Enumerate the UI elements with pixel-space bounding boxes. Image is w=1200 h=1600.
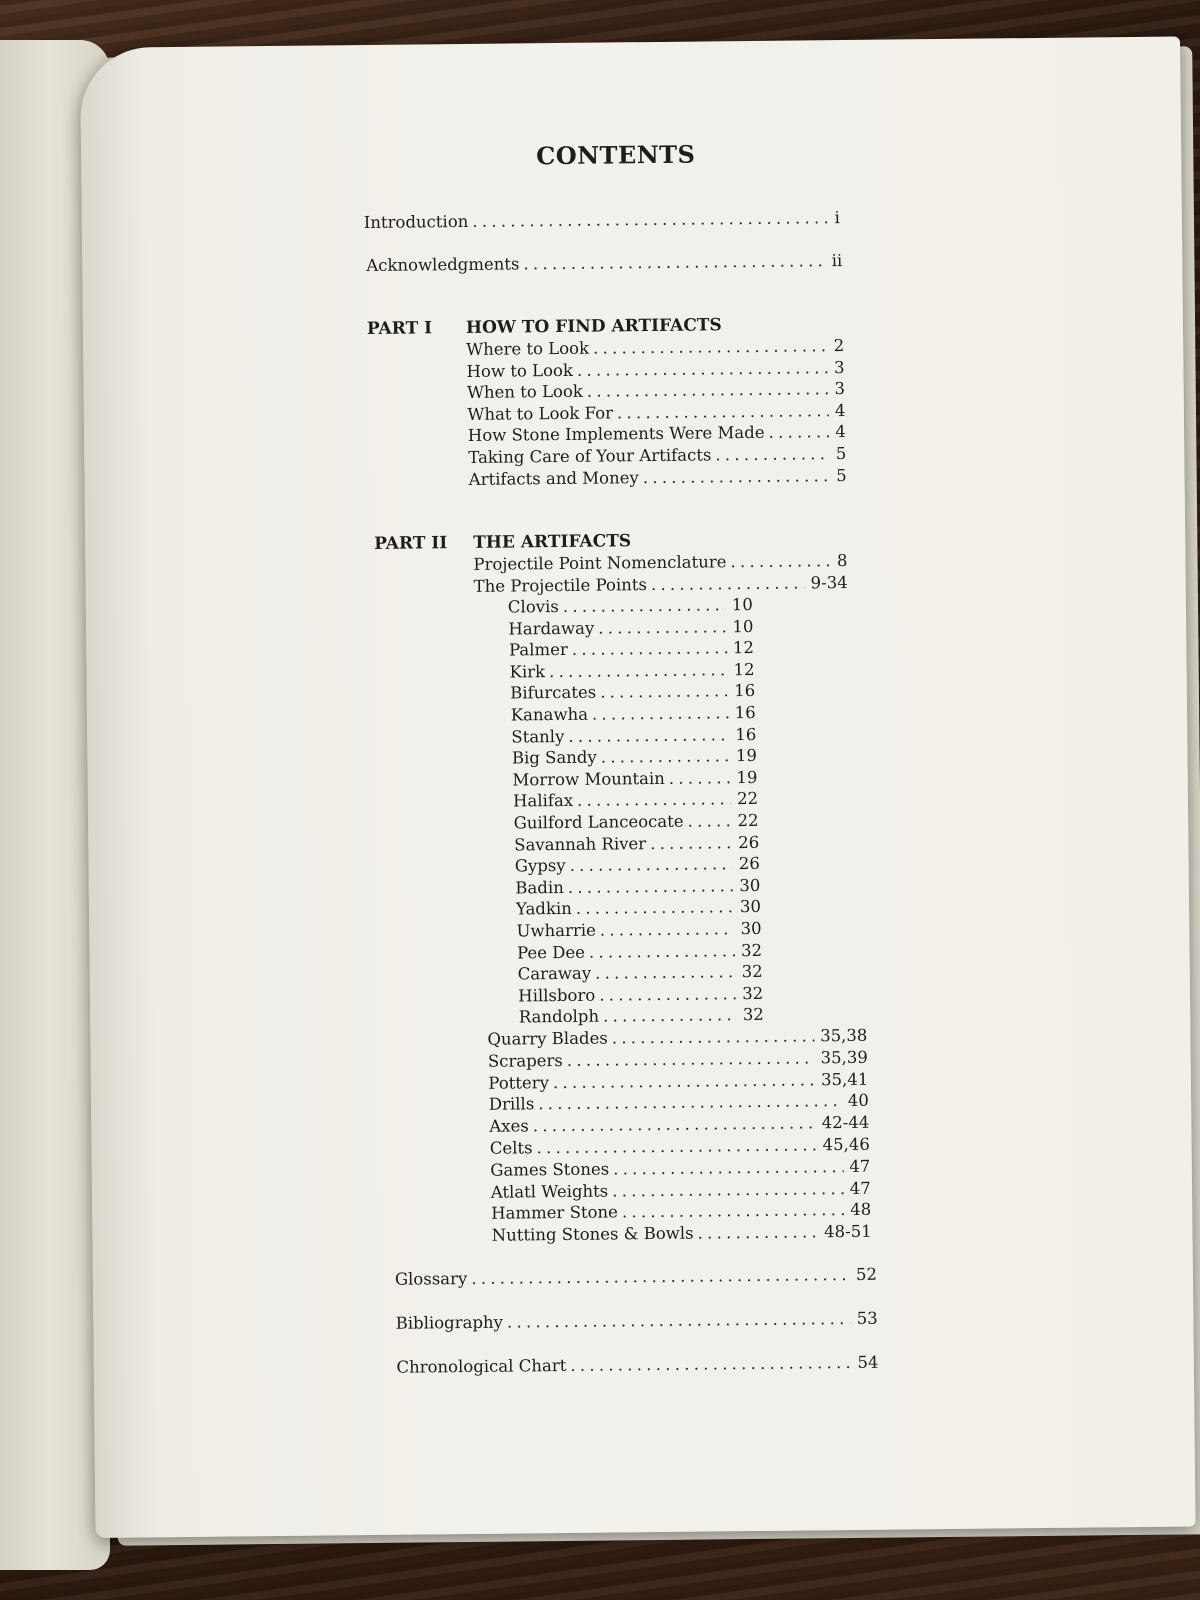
leader-dots [576, 898, 734, 919]
toc-entry-label: Savannah River [514, 833, 647, 855]
toc-entry-label: Celts [489, 1138, 533, 1158]
toc-entry [515, 854, 760, 876]
leader-dots [533, 1114, 816, 1136]
leader-dots [603, 1006, 737, 1026]
toc-entry-label: Taking Care of Your Artifacts [468, 445, 712, 467]
toc-entry-page: 5 [835, 443, 847, 464]
toc-entry-page: 42-44 [821, 1112, 870, 1133]
toc-entry [513, 789, 758, 811]
toc-entry-page: 32 [741, 962, 763, 982]
leader-dots [613, 1157, 843, 1178]
toc-entry [489, 1113, 869, 1136]
toc-entry-label: How Stone Implements Were Made [467, 423, 765, 446]
toc-entry-label: Morrow Mountain [512, 768, 665, 790]
toc-entry-page: i [834, 208, 840, 228]
toc-entry [490, 1135, 870, 1158]
toc-entry [474, 573, 848, 596]
toc-entry-label: Introduction [363, 211, 469, 233]
toc-entry-page: 48 [850, 1200, 872, 1220]
toc-entry [396, 1309, 878, 1333]
toc-entry-label: Projectile Point Nomenclature [473, 552, 727, 574]
toc-entry-page: 35,41 [820, 1069, 869, 1089]
toc-entry-page: 9-34 [810, 572, 848, 592]
leader-dots [600, 919, 735, 939]
toc-entry-label: Bibliography [395, 1312, 504, 1333]
leader-dots [523, 251, 825, 273]
toc-entry [395, 1265, 877, 1289]
toc-entry [467, 379, 845, 402]
leader-dots [471, 1265, 850, 1288]
toc-entry-page: 3 [833, 357, 845, 377]
leader-dots [593, 336, 828, 357]
toc-entry [489, 1091, 869, 1114]
leader-dots [599, 984, 736, 1004]
toc-entry-label: Hardaway [508, 618, 595, 639]
leader-dots [730, 551, 831, 571]
toc-entry [510, 681, 755, 703]
toc-entry-label: Nutting Stones & Bowls [491, 1223, 694, 1245]
leader-dots [587, 379, 829, 401]
toc-entry-page: 30 [739, 897, 762, 917]
toc-entry [508, 617, 753, 639]
leader-dots [570, 1353, 851, 1375]
toc-entry-label: Randolph [518, 1007, 600, 1027]
toc-entry [517, 941, 762, 963]
toc-entry-introduction [364, 208, 840, 232]
leader-dots [553, 1070, 815, 1092]
toc-entry [468, 444, 846, 467]
toc-entry [518, 984, 763, 1006]
contents-page [80, 36, 1196, 1537]
toc-entry [519, 1005, 764, 1027]
toc-entry-page: 16 [734, 702, 756, 723]
toc-entry-label: Pottery [488, 1072, 550, 1093]
leader-dots [577, 358, 828, 380]
toc-entry-page: 26 [738, 854, 760, 874]
toc-entry [473, 551, 847, 574]
toc-entry-page: 22 [736, 789, 759, 809]
toc-entry-page: 8 [836, 550, 848, 571]
toc-entry-label: Bifurcates [510, 683, 597, 703]
toc-entry-label: The Projectile Points [473, 574, 647, 596]
toc-entry [490, 1157, 870, 1180]
leader-dots [577, 790, 731, 811]
toc-entry-label: Hammer Stone [491, 1202, 619, 1224]
toc-entry-label: Uwharrie [516, 920, 596, 941]
toc-entry-page: 52 [855, 1264, 877, 1284]
toc-entry-page: 53 [856, 1308, 878, 1328]
toc-entry-page: ii [831, 251, 843, 271]
toc-entry-page: 12 [733, 659, 755, 679]
leader-dots [563, 595, 726, 616]
leader-dots [570, 854, 733, 875]
toc-entry-label: Chronological Chart [396, 1355, 567, 1377]
leader-dots [600, 682, 728, 702]
toc-entry-label: Caraway [517, 963, 592, 984]
toc-entry-page: 3 [834, 379, 846, 399]
toc-entry-label: Hillsboro [518, 985, 596, 1006]
leader-dots [568, 876, 734, 897]
toc-entry-page: 40 [847, 1091, 869, 1111]
toc-entry [467, 401, 845, 424]
toc-entry-acknowledgments [366, 251, 842, 275]
leader-dots [669, 768, 731, 788]
leader-dots [612, 1026, 815, 1047]
toc-entry-page: 30 [740, 918, 762, 939]
toc-entry [488, 1048, 868, 1071]
leader-dots [567, 1048, 815, 1070]
leader-dots [687, 811, 731, 830]
toc-entry-page: 10 [731, 594, 753, 615]
toc-entry [516, 897, 761, 919]
toc-entry-page: 47 [849, 1156, 871, 1176]
toc-entry-label: Scrapers [487, 1050, 563, 1071]
toc-entry [509, 638, 754, 660]
toc-entry-label: Clovis [507, 597, 559, 617]
toc-entry-page: 2 [833, 336, 845, 356]
leader-dots [536, 1135, 816, 1157]
toc-entry-page: 48-51 [824, 1221, 872, 1242]
toc-entry [469, 466, 847, 489]
toc-entry-label: Axes [489, 1116, 529, 1136]
toc-entry-page: 47 [849, 1178, 871, 1198]
toc-entry [492, 1222, 872, 1245]
toc-entry-page: 16 [735, 724, 757, 744]
toc-entry-label: Where to Look [466, 338, 590, 359]
toc-entry [512, 768, 757, 790]
toc-entry [396, 1353, 878, 1377]
toc-entry [514, 833, 759, 855]
toc-entry-label: Palmer [508, 640, 568, 660]
toc-entry [510, 660, 755, 682]
toc-entry-label: Kirk [509, 661, 546, 682]
toc-entry-label: Pee Dee [516, 942, 586, 963]
toc-entry-page: 32 [742, 1005, 764, 1025]
toc-entry [512, 746, 757, 768]
toc-entry-label: Gypsy [514, 856, 566, 876]
leader-dots [715, 444, 830, 464]
page-title: CONTENTS [536, 139, 696, 171]
toc-entry [488, 1069, 868, 1092]
toc-entry-label: Quarry Blades [487, 1028, 608, 1049]
part1-label: PART I [366, 318, 433, 340]
toc-entry-label: Games Stones [490, 1159, 610, 1180]
toc-entry [508, 595, 753, 617]
toc-entry-label: Artifacts and Money [468, 467, 639, 489]
toc-entry-label: Acknowledgments [366, 254, 520, 276]
toc-entry-label: Guilford Lanceocate [513, 811, 684, 833]
toc-entry-page: 12 [732, 638, 755, 658]
toc-entry-page: 45,46 [822, 1134, 870, 1155]
toc-entry [487, 1026, 867, 1049]
part2-title: THE ARTIFACTS [473, 531, 632, 553]
leader-dots [601, 746, 730, 766]
toc-entry-page: 19 [736, 767, 758, 787]
toc-entry [511, 703, 756, 725]
leader-dots [697, 1223, 818, 1243]
toc-entry-label: Atlatl Weights [490, 1181, 609, 1202]
toc-entry [466, 336, 844, 359]
toc-entry-label: Yadkin [515, 899, 572, 919]
leader-dots [568, 725, 729, 746]
toc-entry-label: When to Look [466, 381, 583, 403]
toc-entry-label: Glossary [394, 1269, 468, 1289]
toc-entry [515, 876, 760, 898]
toc-entry-label: Kanawha [510, 704, 589, 725]
toc-entry [514, 811, 759, 833]
toc-entry-label: Drills [488, 1094, 535, 1115]
toc-entry [468, 422, 846, 445]
leader-dots [768, 423, 829, 443]
toc-entry-page: 10 [732, 616, 754, 636]
toc-entry-page: 4 [834, 400, 846, 420]
toc-entry-label: Stanly [511, 726, 565, 747]
toc-entry-page: 32 [740, 940, 763, 960]
toc-entry-label: How to Look [466, 360, 574, 381]
leader-dots [651, 573, 805, 594]
leader-dots [617, 401, 829, 422]
toc-entry-page: 4 [835, 422, 846, 442]
toc-entry [491, 1200, 871, 1223]
toc-entry-page: 35,38 [820, 1025, 868, 1046]
leader-dots [592, 703, 729, 723]
toc-entry [511, 725, 756, 747]
toc-entry-label: What to Look For [467, 403, 614, 424]
leader-dots [643, 466, 831, 487]
part2-label: PART II [374, 533, 448, 554]
leader-dots [598, 617, 726, 637]
toc-entry-page: 32 [742, 983, 764, 1003]
leader-dots [612, 1179, 844, 1200]
toc-entry-label: Badin [515, 877, 564, 898]
toc-entry [516, 919, 761, 941]
leader-dots [549, 660, 728, 681]
leader-dots [538, 1091, 842, 1113]
toc-entry-label: Big Sandy [511, 747, 597, 768]
toc-entry-page: 16 [734, 681, 756, 701]
toc-entry-page: 35,39 [820, 1047, 868, 1068]
leader-dots [622, 1200, 844, 1221]
part1-title: HOW TO FIND ARTIFACTS [465, 315, 722, 338]
toc-entry-page: 30 [739, 875, 761, 895]
leader-dots [595, 962, 736, 982]
leader-dots [650, 833, 732, 853]
toc-entry [518, 962, 763, 984]
toc-entry-page: 54 [857, 1352, 879, 1372]
toc-entry-page: 22 [737, 810, 759, 831]
leader-dots [589, 941, 735, 962]
toc-entry-page: 5 [836, 465, 847, 485]
leader-dots [507, 1309, 851, 1332]
toc-entry [466, 358, 844, 381]
toc-entry-page: 26 [738, 832, 760, 852]
toc-entry [491, 1178, 871, 1201]
leader-dots [572, 638, 727, 659]
leader-dots [472, 208, 828, 231]
toc-entry-page: 19 [735, 746, 757, 766]
toc-entry-label: Halifax [512, 791, 574, 811]
